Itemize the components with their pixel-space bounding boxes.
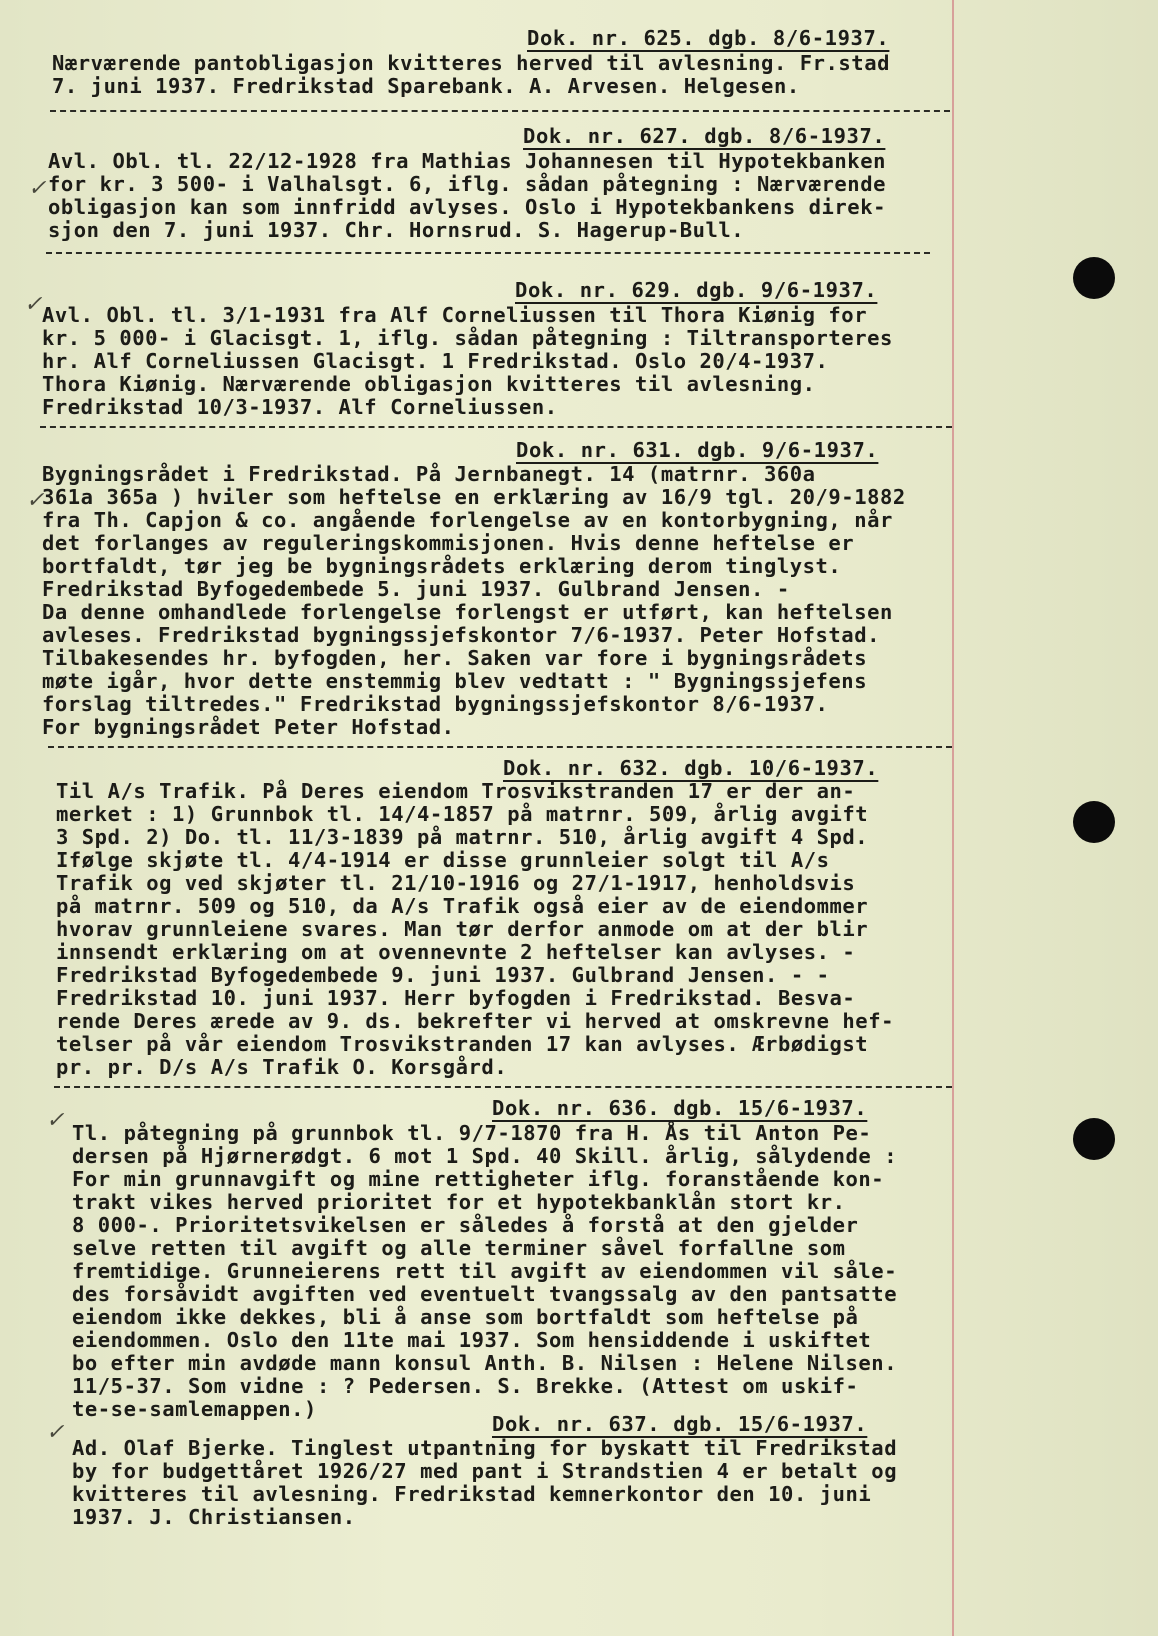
margin-check-mark: ✓ [28, 176, 47, 201]
margin-rule [952, 0, 954, 1636]
entry-line: dersen på Hjørnerødgt. 6 mot 1 Spd. 40 Skill. årlig, sålydende : [72, 1144, 898, 1168]
entry-line: Trafik og ved skjøter tl. 21/10-1916 og 27/1-1917, henholdsvis [56, 871, 856, 895]
punch-hole-bottom [1073, 1118, 1115, 1160]
entry-line: des forsåvidt avgiften ved eventuelt tvangssalg av den pantsatte [72, 1282, 898, 1306]
entry-line: hr. Alf Corneliussen Glacisgt. 1 Fredrikstad. Oslo 20/4-1937. [42, 349, 829, 373]
entry-heading: Dok. nr. 632. dgb. 10/6-1937. [503, 756, 879, 780]
entry-line: fra Th. Capjon & co. angående forlengelse av en kontorbygning, når [42, 508, 893, 532]
entry-separator [40, 426, 952, 428]
entry-line: rende Deres ærede av 9. ds. bekrefter vi herved at omskrevne hef- [56, 1009, 894, 1033]
entry-line: møte igår, hvor dette enstemmig blev vedtatt : " Bygningssjefens [42, 669, 868, 693]
entry-line: innsendt erklæring om at ovennevnte 2 heftelser kan avlyses. - [56, 940, 856, 964]
margin-check-mark: ✓ [46, 1108, 65, 1133]
entry-line: sjon den 7. juni 1937. Chr. Hornsrud. S. Hagerup-Bull. [48, 218, 745, 242]
entry-line: det forlanges av reguleringskommisjonen. Hvis denne heftelse er [42, 531, 855, 555]
entry-heading: Dok. nr. 636. dgb. 15/6-1937. [492, 1096, 868, 1120]
margin-check-mark: ✓ [26, 488, 45, 513]
entry-line: bo efter min avdøde mann konsul Anth. B. Nilsen : Helene Nilsen. [72, 1351, 898, 1375]
entry-line: merket : 1) Grunnbok tl. 14/4-1857 på matrnr. 509, årlig avgift [56, 802, 869, 826]
entry-line: hvorav grunnleiene svares. Man tør derfor anmode om at der blir [56, 917, 869, 941]
entry-line: For bygningsrådet Peter Hofstad. [42, 715, 455, 739]
entry-heading: Dok. nr. 629. dgb. 9/6-1937. [515, 278, 878, 302]
punch-hole-top [1073, 257, 1115, 299]
entry-line: avleses. Fredrikstad bygningssjefskontor 7/6-1937. Peter Hofstad. [42, 623, 880, 647]
entry-line: Ifølge skjøte tl. 4/4-1914 er disse grunnleier solgt til A/s [56, 848, 830, 872]
entry-line: 361a 365a ) hviler som heftelse en erklæring av 16/9 tgl. 20/9-1882 [42, 485, 906, 509]
entry-line: Nærværende pantobligasjon kvitteres herved til avlesning. Fr.stad [52, 51, 890, 75]
entry-line: bortfaldt, tør jeg be bygningsrådets erklæring derom tinglyst. [42, 554, 842, 578]
entry-line: eiendom ikke dekkes, bli å anse som bortfaldt som heftelse på [72, 1305, 859, 1329]
entry-line: pr. pr. D/s A/s Trafik O. Korsgård. [56, 1055, 508, 1079]
entry-line: Til A/s Trafik. På Deres eiendom Trosvikstranden 17 er der an- [56, 779, 856, 803]
entry-line: fremtidige. Grunneierens rett til avgift av eiendommen vil såle- [72, 1259, 898, 1283]
entry-line: Fredrikstad 10/3-1937. Alf Corneliussen. [42, 395, 558, 419]
entry-separator [50, 110, 950, 112]
entry-line: Ad. Olaf Bjerke. Tinglest utpantning for byskatt til Fredrikstad [72, 1436, 898, 1460]
entry-line: 3 Spd. 2) Do. tl. 11/3-1839 på matrnr. 510, årlig avgift 4 Spd. [56, 825, 869, 849]
entry-separator [48, 746, 952, 748]
entry-line: kvitteres til avlesning. Fredrikstad kemnerkontor den 10. juni [72, 1482, 872, 1506]
entry-line: Bygningsrådet i Fredrikstad. På Jernbanegt. 14 (matrnr. 360a [42, 462, 816, 486]
entry-line: 11/5-37. Som vidne : ? Pedersen. S. Brekke. (Attest om uskif- [72, 1374, 859, 1398]
entry-line: Tl. påtegning på grunnbok tl. 9/7-1870 fra H. Ås til Anton Pe- [72, 1121, 872, 1145]
entry-line: by for budgettåret 1926/27 med pant i Strandstien 4 er betalt og [72, 1459, 898, 1483]
entry-line: på matrnr. 509 og 510, da A/s Trafik også eier av de eiendommer [56, 894, 869, 918]
entry-heading: Dok. nr. 627. dgb. 8/6-1937. [523, 124, 886, 148]
margin-check-mark: ✓ [46, 1420, 65, 1445]
entry-line: 1937. J. Christiansen. [72, 1505, 356, 1529]
entry-line: eiendommen. Oslo den 11te mai 1937. Som hensiddende i uskiftet [72, 1328, 872, 1352]
entry-line: Fredrikstad Byfogedembede 9. juni 1937. Gulbrand Jensen. - - [56, 963, 830, 987]
margin-check-mark: ✓ [24, 292, 43, 317]
entry-line: Avl. Obl. tl. 3/1-1931 fra Alf Corneliussen til Thora Kiønig for [42, 303, 868, 327]
entry-line: 8 000-. Prioritetsvikelsen er således å forstå at den gjelder [72, 1213, 859, 1237]
entry-line: obligasjon kan som innfridd avlyses. Oslo i Hypotekbankens direk- [48, 195, 886, 219]
entry-line: forslag tiltredes." Fredrikstad bygningssjefskontor 8/6-1937. [42, 692, 829, 716]
entry-separator [46, 252, 930, 254]
entry-line: For min grunnavgift og mine rettigheter iflg. foranstående kon- [72, 1167, 885, 1191]
entry-line: Fredrikstad Byfogedembede 5. juni 1937. Gulbrand Jensen. - [42, 577, 790, 601]
entry-heading: Dok. nr. 631. dgb. 9/6-1937. [516, 438, 879, 462]
entry-line: te-se-samlemappen.) [72, 1397, 317, 1421]
entry-line: 7. juni 1937. Fredrikstad Sparebank. A. Arvesen. Helgesen. [52, 74, 800, 98]
punch-hole-middle [1073, 801, 1115, 843]
entry-heading: Dok. nr. 625. dgb. 8/6-1937. [527, 26, 890, 50]
entry-line: Tilbakesendes hr. byfogden, her. Saken var fore i bygningsrådets [42, 646, 868, 670]
entry-line: kr. 5 000- i Glacisgt. 1, iflg. sådan påtegning : Tiltransporteres [42, 326, 893, 350]
entry-heading: Dok. nr. 637. dgb. 15/6-1937. [492, 1412, 868, 1436]
entry-line: for kr. 3 500- i Valhalsgt. 6, iflg. sådan påtegning : Nærværende [48, 172, 886, 196]
entry-line: selve retten til avgift og alle terminer såvel forfallne som [72, 1236, 846, 1260]
entry-line: Avl. Obl. tl. 22/12-1928 fra Mathias Johannesen til Hypotekbanken [48, 149, 886, 173]
entry-line: Fredrikstad 10. juni 1937. Herr byfogden i Fredrikstad. Besva- [56, 986, 856, 1010]
entry-separator [54, 1086, 952, 1088]
entry-line: Da denne omhandlede forlengelse forlengst er utført, kan heftelsen [42, 600, 893, 624]
entry-line: trakt vikes herved prioritet for et hypotekbanklån stort kr. [72, 1190, 846, 1214]
entry-line: telser på vår eiendom Trosvikstranden 17 kan avlyses. Ærbødigst [56, 1032, 869, 1056]
entry-line: Thora Kiønig. Nærværende obligasjon kvitteres til avlesning. [42, 372, 816, 396]
